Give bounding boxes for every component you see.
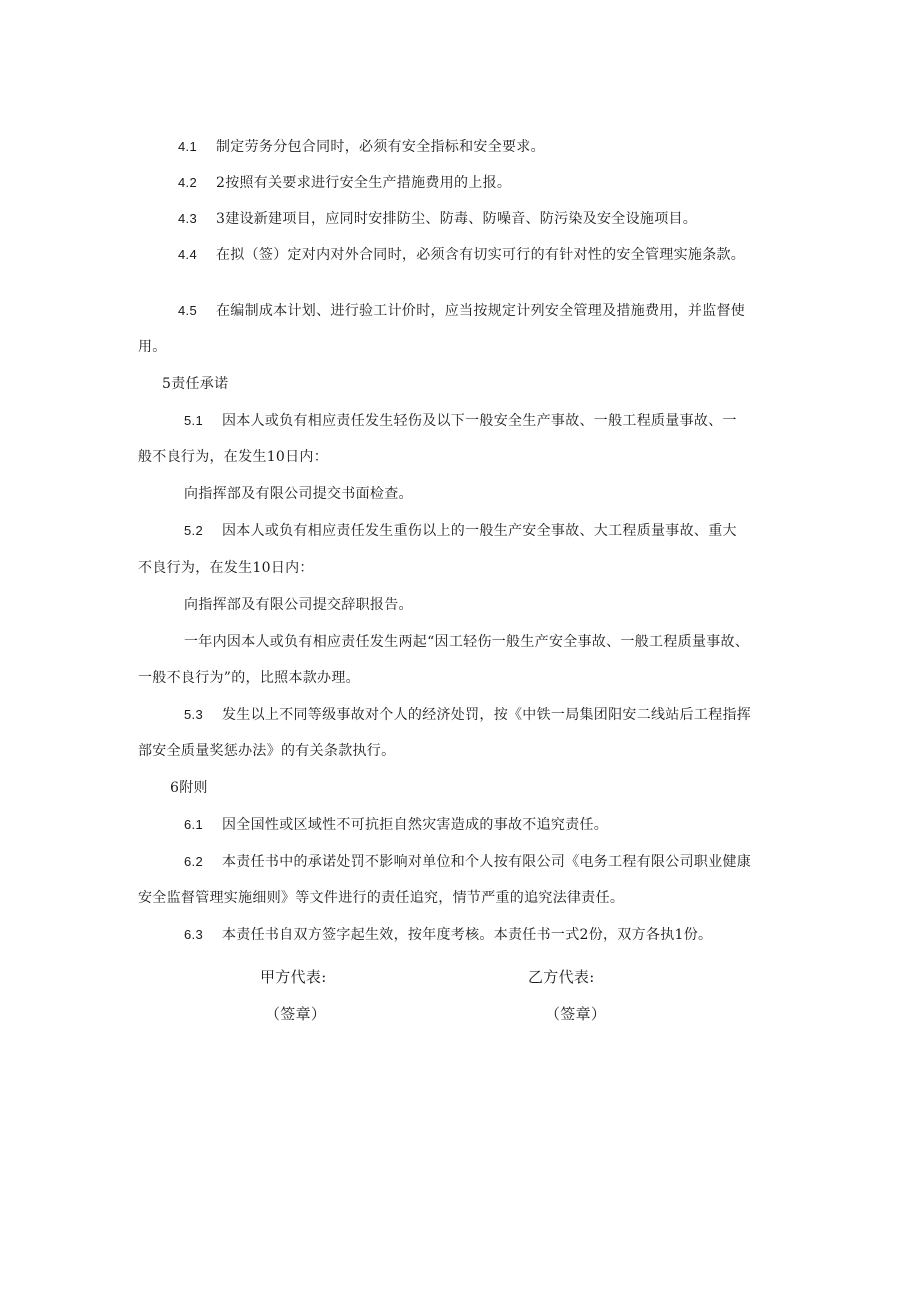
clause-4-1 xyxy=(178,137,545,157)
clause-6-2 xyxy=(184,852,751,872)
clause-text: 3建设新建项目，应同时安排防尘、防毒、防噪音、防污染及安全设施项目。 xyxy=(216,211,698,227)
section-heading-6: 6附则 xyxy=(170,780,208,796)
clause-5-2-note-cont: 一般不良行为”的，比照本款办理。 xyxy=(138,670,360,686)
clause-5-2 xyxy=(184,521,737,541)
clause-text: 在编制成本计划、进行验工计价时，应当按规定计列安全管理及措施费用，并监督使 xyxy=(216,303,746,319)
clause-5-3 xyxy=(184,705,751,725)
clause-number: 4.3 xyxy=(178,211,197,226)
clause-5-2-cont: 不良行为，在发生10日内： xyxy=(138,560,314,576)
clause-number: 6.1 xyxy=(184,817,203,832)
clause-text: 在拟（签）定对内对外合同时，必须含有切实可行的有针对性的安全管理实施条款。 xyxy=(216,247,746,263)
clause-5-1 xyxy=(184,411,737,431)
clause-5-2-note: 一年内因本人或负有相应责任发生两起“因工轻伤一般生产安全事故、一般工程质量事故、 xyxy=(184,634,750,650)
clause-5-2-action: 向指挥部及有限公司提交辞职报告。 xyxy=(184,597,413,613)
clause-6-1 xyxy=(184,815,608,835)
clause-text: 2按照有关要求进行安全生产措施费用的上报。 xyxy=(216,175,512,191)
clause-5-1-action: 向指挥部及有限公司提交书面检查。 xyxy=(184,486,413,502)
party-b-seal: （签章） xyxy=(545,1005,607,1023)
clause-number: 4.4 xyxy=(178,247,197,262)
clause-number: 4.2 xyxy=(178,175,197,190)
clause-4-5-cont: 用。 xyxy=(138,339,167,355)
party-b-label: 乙方代表: xyxy=(528,968,595,986)
section-heading-5: 5责任承诺 xyxy=(162,376,229,392)
clause-5-3-cont: 部安全质量奖惩办法》的有关条款执行。 xyxy=(138,743,396,759)
clause-4-5 xyxy=(178,301,745,321)
clause-number: 6.2 xyxy=(184,854,203,869)
clause-4-4 xyxy=(178,245,745,265)
clause-text: 制定劳务分包合同时，必须有安全指标和安全要求。 xyxy=(216,139,545,155)
clause-text: 发生以上不同等级事故对个人的经济处罚，按《中铁一局集团阳安二线站后工程指挥 xyxy=(222,707,752,723)
party-a-label: 甲方代表: xyxy=(260,968,327,986)
clause-text: 因本人或负有相应责任发生轻伤及以下一般安全生产事故、一般工程质量事故、一 xyxy=(222,413,737,429)
clause-4-2 xyxy=(178,173,511,193)
clause-4-3 xyxy=(178,209,697,229)
clause-6-3 xyxy=(184,925,712,945)
clause-number: 4.1 xyxy=(178,139,197,154)
clause-number: 5.2 xyxy=(184,523,203,538)
clause-text: 本责任书自双方签字起生效，按年度考核。本责任书一式2份，双方各执1份。 xyxy=(222,927,713,943)
clause-6-2-cont: 安全监督管理实施细则》等文件进行的责任追究，情节严重的追究法律责任。 xyxy=(138,890,625,906)
clause-number: 5.1 xyxy=(184,413,203,428)
party-a-seal: （签章） xyxy=(265,1005,327,1023)
clause-number: 4.5 xyxy=(178,303,197,318)
clause-text: 因全国性或区域性不可抗拒自然灾害造成的事故不追究责任。 xyxy=(222,817,609,833)
clause-number: 5.3 xyxy=(184,707,203,722)
clause-5-1-cont: 般不良行为，在发生10日内： xyxy=(138,449,329,465)
clause-text: 因本人或负有相应责任发生重伤以上的一般生产安全事故、大工程质量事故、重大 xyxy=(222,523,737,539)
clause-text: 本责任书中的承诺处罚不影响对单位和个人按有限公司《电务工程有限公司职业健康 xyxy=(222,854,752,870)
clause-number: 6.3 xyxy=(184,927,203,942)
